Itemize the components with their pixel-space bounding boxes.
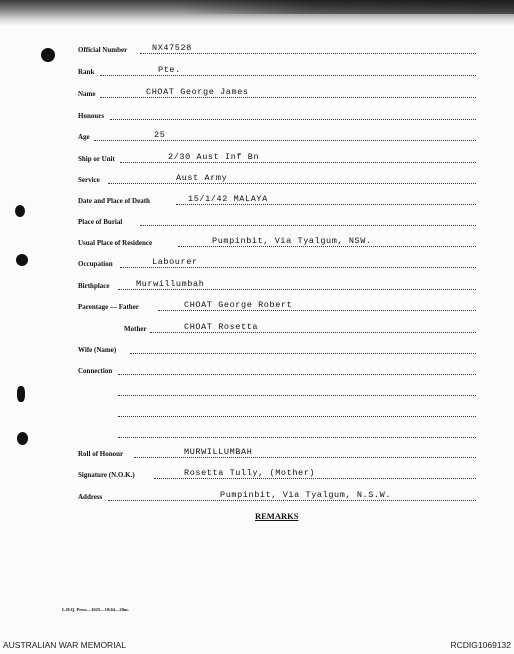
field-line (130, 353, 476, 354)
mother-row (78, 323, 478, 335)
residence-label: Usual Place of Residence (78, 239, 153, 247)
signature-label: Signature (N.O.K.) (78, 471, 135, 479)
roll-label: Roll of Honour (78, 450, 124, 458)
address-row (78, 491, 478, 503)
death-label: Date and Place of Death (78, 197, 150, 205)
field-line (158, 310, 476, 311)
official-number-label: Official Number (78, 46, 128, 54)
remarks-heading: REMARKS (255, 511, 299, 521)
birthplace-value: Murwillumbah (136, 279, 205, 289)
burial-row (78, 216, 478, 228)
wife-label: Wife (Name) (78, 346, 117, 354)
rank-label: Rank (78, 68, 95, 76)
field-line (178, 246, 476, 247)
mother-label: Mother (124, 325, 147, 333)
signature-value: Rosetta Tully, (Mother) (184, 468, 316, 478)
death-value: 15/1/42 MALAYA (188, 194, 268, 204)
service-row (78, 174, 478, 186)
field-line (118, 374, 476, 375)
field-line (154, 478, 476, 479)
signature-row (78, 469, 478, 481)
connection-row (78, 365, 478, 377)
residence-row (78, 237, 478, 249)
roll-row (78, 448, 478, 460)
occupation-row (78, 258, 478, 270)
field-line (118, 289, 476, 290)
field-line (108, 500, 476, 501)
field-line (118, 437, 476, 438)
burial-label: Place of Burial (78, 218, 123, 226)
honours-row (78, 110, 478, 122)
field-line (100, 97, 476, 98)
occupation-value: Labourer (152, 257, 198, 267)
field-line (120, 162, 476, 163)
age-row (78, 131, 478, 143)
service-label: Service (78, 176, 100, 184)
roll-value: MURWILLUMBAH (184, 447, 253, 457)
field-line (176, 204, 476, 205)
field-line (134, 457, 476, 458)
age-label: Age (78, 133, 90, 141)
field-line (140, 53, 476, 54)
address-value: Pumpinbit, Via Tyalgum, N.S.W. (220, 490, 392, 500)
birthplace-row (78, 280, 478, 292)
field-line (140, 225, 476, 226)
occupation-label: Occupation (78, 260, 113, 268)
printer-note: L.H.Q. Press—1625—10/44—20m. (62, 607, 129, 612)
address-label: Address (78, 493, 103, 501)
connection-line (78, 386, 478, 398)
age-value: 25 (154, 130, 166, 140)
field-line (100, 75, 476, 76)
field-line (94, 140, 476, 141)
field-line (110, 119, 476, 120)
ship-unit-row (78, 153, 478, 165)
punch-hole (15, 205, 25, 217)
birthplace-label: Birthplace (78, 282, 110, 290)
footer-source: AUSTRALIAN WAR MEMORIAL (3, 640, 126, 650)
residence-value: Pumpinbit, Via Tyalgum, NSW. (212, 236, 372, 246)
father-row (78, 301, 478, 313)
mother-value: CHOAT Rosetta (184, 322, 259, 332)
ship-unit-value: 2/30 Aust Inf Bn (168, 152, 260, 162)
punch-hole (17, 432, 28, 445)
field-line (118, 416, 476, 417)
field-line (108, 183, 476, 184)
rank-row (78, 66, 478, 78)
field-line (150, 332, 476, 333)
field-line (120, 267, 476, 268)
punch-hole (41, 48, 55, 62)
footer-id: RCDIG1069132 (450, 640, 511, 650)
official-number-row (78, 44, 478, 56)
honours-label: Honours (78, 112, 105, 120)
death-row (78, 195, 478, 207)
ship-unit-label: Ship or Unit (78, 155, 115, 163)
name-label: Name (78, 90, 96, 98)
connection-line (78, 407, 478, 419)
connection-label: Connection (78, 367, 113, 375)
service-value: Aust Army (176, 173, 228, 183)
wife-row (78, 344, 478, 356)
scan-top-edge (180, 0, 514, 14)
name-row (78, 88, 478, 100)
connection-line (78, 428, 478, 440)
name-value: CHOAT George James (146, 87, 249, 97)
punch-hole (17, 386, 25, 402)
father-label: Parentage — Father (78, 303, 139, 311)
father-value: CHOAT George Robert (184, 300, 293, 310)
rank-value: Pte. (158, 65, 181, 75)
field-line (118, 395, 476, 396)
official-number-value: NX47528 (152, 43, 192, 53)
punch-hole (16, 254, 28, 266)
